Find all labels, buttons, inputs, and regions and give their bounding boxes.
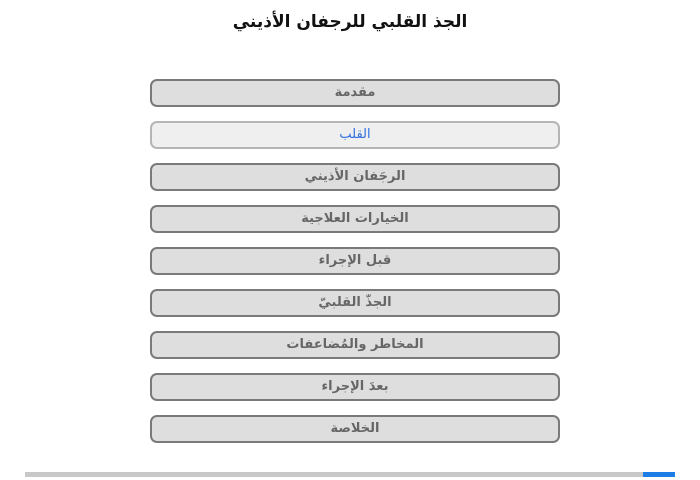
page-title: الجذ القلبي للرجفان الأذيني [232,12,468,32]
menu-item-treatment-options[interactable]: الخيارات العلاجية [150,205,560,233]
menu-item-summary[interactable]: الخلاصة [150,415,560,443]
menu-item-atrial-fibrillation[interactable]: الرجَفان الأذيني [150,163,560,191]
menu-item-after-procedure[interactable]: بعدَ الإجراء [150,373,560,401]
menu-item-before-procedure[interactable]: قبل الإجراء [150,247,560,275]
chapter-menu [150,79,560,457]
menu-item-risks-complications[interactable]: المخاطر والمُضاعفات [150,331,560,359]
menu-item-introduction[interactable]: مقدمة [150,79,560,107]
menu-item-heart[interactable]: القلب [150,121,560,149]
progress-bar [25,472,675,477]
progress-bar-fill [643,472,676,477]
menu-item-cardiac-ablation[interactable]: الجذّ القلبيّ [150,289,560,317]
